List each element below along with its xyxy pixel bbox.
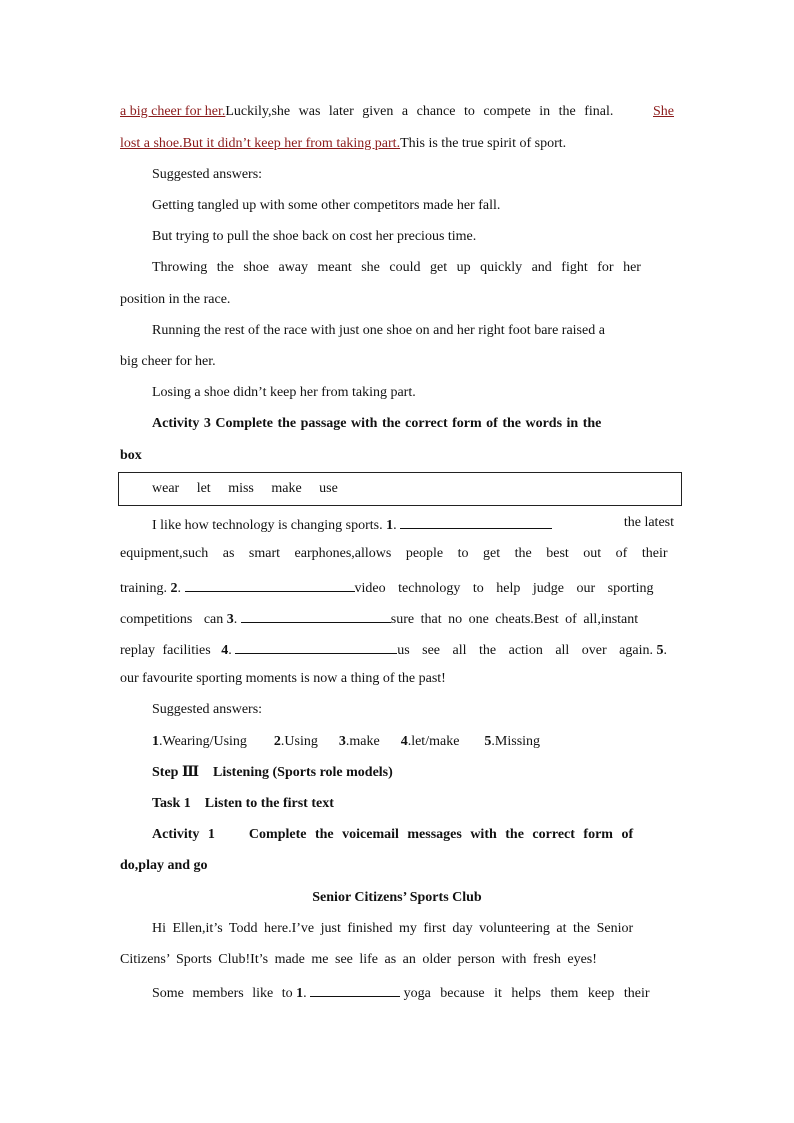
activity-title: do,play and go [120, 858, 208, 873]
answer-item [339, 734, 380, 749]
activity-title: Activity 3 Complete the passage with the correct form of the words in the [152, 416, 602, 431]
blank-number: 2 [170, 581, 178, 596]
text: training. [120, 581, 168, 596]
activity-title: box [120, 448, 142, 463]
suggested-answers-label: Suggested answers: [152, 167, 263, 182]
text: us see all the action all over again. [397, 643, 654, 658]
answer-text: Running the rest of the race with just one shoe on and her right foot bare raised a [152, 323, 605, 338]
text: yoga because it helps them keep their [403, 986, 650, 1001]
underlined-red-text: lost a shoe.But it didn’t keep her from taking part. [120, 136, 401, 151]
text: Luckily,she was later given a chance to compete in the final. [225, 104, 614, 119]
answer-blank-2[interactable] [185, 577, 355, 592]
passage-line: competitions can 3. sure that no one cheats.Best of all,instant [120, 608, 674, 629]
answer-text: Getting tangled up with some other competitors made her fall. [152, 198, 501, 213]
voicemail-line: Hi Ellen,it’s Todd here.I’ve just finished my first day volunteering at the Senior [152, 921, 634, 936]
underlined-red-text: a big cheer for her. [120, 104, 226, 119]
answer-text: .Wearing/Using [159, 734, 247, 749]
answer-item [152, 734, 247, 749]
passage-line: replay facilities 4. us see all the action all over again. 5. [120, 639, 674, 660]
answer-text: But trying to pull the shoe back on cost her precious time. [152, 229, 477, 244]
text: This is the true spirit of sport. [400, 136, 567, 151]
answer-text: .Using [280, 734, 318, 749]
voicemail-line: Some members like to 1. yoga because it helps them keep their [152, 982, 674, 1003]
passage-line: our favourite sporting moments is now a thing of the past! [120, 671, 446, 686]
paragraph-line [120, 135, 674, 153]
answer-text: big cheer for her. [120, 354, 216, 369]
answer-blank-voicemail-1[interactable] [310, 982, 400, 997]
blank-number: 1 [386, 518, 394, 533]
answer-blank-4[interactable] [235, 639, 397, 654]
blank-number: 3 [226, 612, 234, 627]
answer-item [274, 734, 318, 749]
answer-number: 4 [400, 734, 408, 749]
activity-title: Activity 1 Complete the voicemail messages with the correct form of [152, 827, 634, 842]
answer-text: position in the race. [120, 292, 231, 307]
blank-number: 4 [221, 643, 229, 658]
blank-number: 5 [656, 643, 664, 658]
answer-item [484, 734, 540, 749]
answers-row [152, 733, 674, 751]
suggested-answers-label: Suggested answers: [152, 702, 263, 717]
answer-text: Losing a shoe didn’t keep her from taking part. [152, 385, 416, 400]
text: I like how technology is changing sports. [152, 518, 383, 533]
passage-line: training. 2. video technology to help judge our sporting [120, 577, 674, 598]
text: the latest [623, 515, 674, 530]
step-heading: Step Ⅲ Listening (Sports role models) [152, 765, 393, 780]
text: replay facilities [120, 643, 211, 658]
underlined-red-text: She [653, 104, 674, 119]
passage-line: equipment,such as smart earphones,allows people to get the best out of their [120, 546, 668, 561]
answer-number: 1 [152, 734, 159, 749]
passage-line: I like how technology is changing sports. 1. the latest [152, 515, 674, 533]
answer-item [401, 734, 460, 749]
answer-text: Throwing the shoe away meant she could get up quickly and fight for her [152, 260, 641, 275]
club-title: Senior Citizens’ Sports Club [312, 890, 482, 905]
paragraph-line [120, 103, 674, 121]
text: sure that no one cheats.Best of all,instant [390, 612, 639, 627]
voicemail-line: Citizens’ Sports Club!It’s made me see life as an older person with fresh eyes! [120, 952, 597, 967]
answer-text: .make [345, 734, 380, 749]
answer-number: 2 [273, 734, 281, 749]
task-heading: Task 1 Listen to the first text [152, 796, 334, 811]
blank-number: 1 [296, 986, 304, 1001]
answer-text: .let/make [407, 734, 460, 749]
word-box [118, 472, 682, 506]
text: video technology to help judge our sporting [354, 581, 654, 596]
answer-text: .Missing [491, 734, 541, 749]
text: Some members like to [152, 986, 293, 1001]
answer-number: 3 [338, 734, 346, 749]
answer-blank-3[interactable] [241, 608, 391, 623]
word-box-words: wear let miss make use [152, 481, 338, 496]
answer-number: 5 [484, 734, 492, 749]
text: competitions can [120, 612, 224, 627]
answer-blank-1[interactable] [400, 514, 552, 529]
